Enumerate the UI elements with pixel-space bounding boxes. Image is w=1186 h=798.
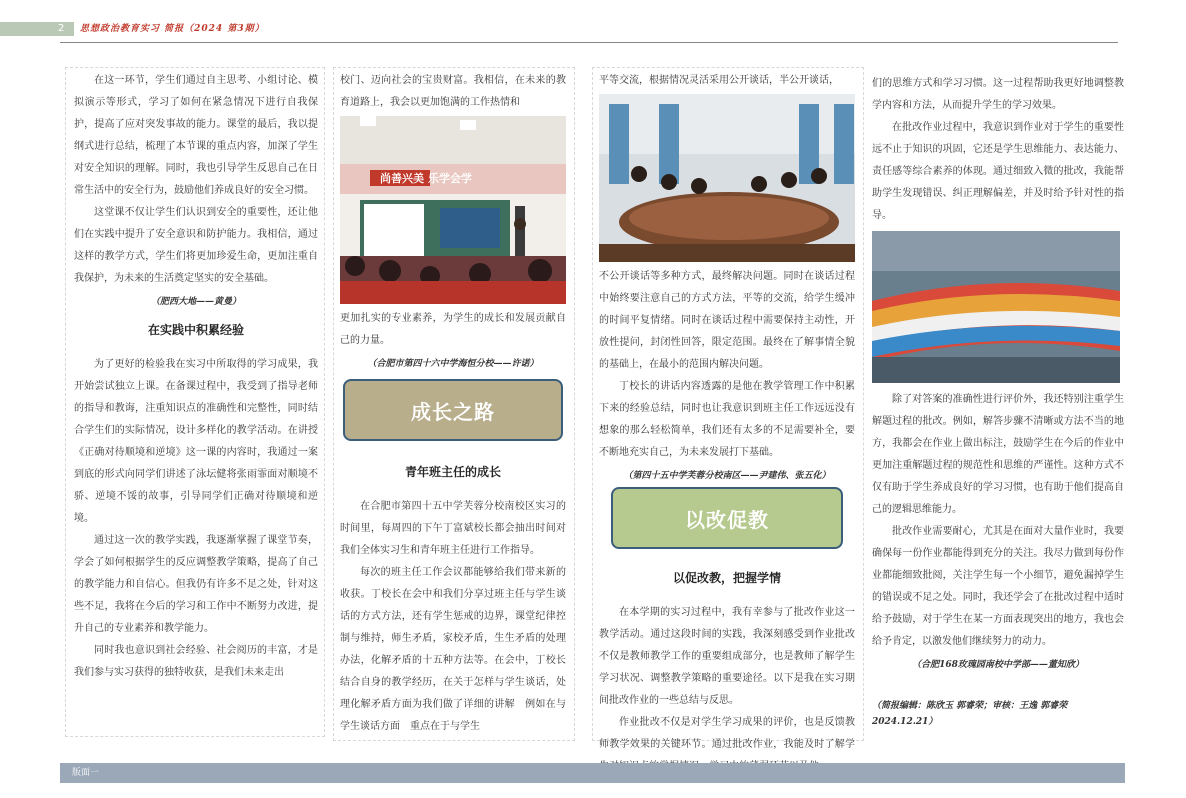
editor-credits-date: 2024.12.21） <box>872 717 938 727</box>
author-signature: （肥西大地——黄曼） <box>150 297 241 307</box>
page-header <box>0 22 1118 42</box>
paragraph: 每次的班主任工作会议都能够给我们带来新的收获。丁校长在会中和我们分享过班主任与学生谈话的方式方法，还有学生惩戒的边界，课堂纪律控制与维持，师生矛盾，家校矛盾，生生矛盾的处理办法，化解矛盾的十五种方法等。在会中，丁校长结合自身的教学经历，在关于怎样与学生谈话，处理化解矛盾方面为我们做了详细的讲解 例如在与学生谈话方面 重点在于与学生 <box>340 567 566 732</box>
editor-credits <box>872 698 1132 730</box>
classroom-photo <box>340 116 566 304</box>
paragraph: 在本学期的实习过程中，我有幸参与了批改作业这一教学活动。通过这段时间的实践，我深刻感受到作业批改不仅是教师教学工作的重要组成部分，也是教师了解学生学习状况、调整教学策略的重要途径。以下是我在实习期间批改作业的一些总结与反思。 <box>599 607 855 706</box>
paragraph: 这堂课不仅让学生们认识到安全的重要性，还让他们在实践中提升了安全意识和防护能力。我相信，通过这样的教学方式，学生们将更加珍爱生命，更加注重自我保护，为未来的生活奠定坚实的安全基础。 <box>74 207 318 284</box>
author-signature: （第四十五中学芙蓉分校南区——尹建伟、张五化） <box>623 471 831 481</box>
homework-photo <box>872 231 1124 383</box>
paragraph: 同时我也意识到社会经验、社会阅历的丰富，才是我们参与实习获得的独特收获，是我们未来走出 <box>74 645 318 678</box>
newsletter-title: 思想政治教育实习 简报（2024 第3期） <box>80 24 265 34</box>
paragraph: 在批改作业过程中，我意识到作业对于学生的重要性远不止于知识的巩固，它还是学生思维能力、表达能力、责任感等综合素养的体现。通过细致入微的批改，我能帮助学生发现错误、纠正理解偏差，并及时给予针对性的指导。 <box>872 122 1124 221</box>
column-4 <box>870 67 1128 741</box>
paragraph: 批改作业需要耐心，尤其是在面对大量作业时，我要确保每一份作业都能得到充分的关注。我尽力做到每份作业都能细致批阅，关注学生每一个小细节，避免漏掉学生的错误或不足之处。同时，我还学会了在批改过程中适时给予鼓励，对于学生在某一方面表现突出的地方，我也会给予肯定，以激发他们继续努力的动力。 <box>872 526 1124 647</box>
paragraph: 丁校长的讲话内容透露的是他在教学管理工作中积累下来的经验总结，同时也让我意识到班主任工作远远没有想象的那么轻松简单，我们还有太多的不足需要补全，要不断地充实自己，为未来发展打下基础。 <box>599 381 855 458</box>
paragraph: 通过这一次的教学实践，我逐渐掌握了课堂节奏，学会了如何根据学生的反应调整教学策略，提高了自己的教学能力和自信心。但我仍有许多不足之处，针对这些不足，我将在今后的学习和工作中不断努力改进，提升自己的专业素养和教学能力。 <box>74 535 318 634</box>
author-signature: （合肥市第四十六中学海恒分校——许诺） <box>367 359 539 369</box>
column-2 <box>333 67 575 741</box>
section-title: 以促改教，把握学情 <box>672 571 781 585</box>
paragraph: 校门、迈向社会的宝贵财富。我相信，在未来的教育道路上，我会以更加饱满的工作热情和 <box>340 75 566 108</box>
meeting-photo <box>599 94 855 262</box>
paragraph: 平等交流，根据情况灵活采用公开谈话，半公开谈话， <box>599 75 839 86</box>
banner-correct: 以改促教 <box>611 487 843 549</box>
page-number: 2 <box>58 23 65 34</box>
wall-sign-text: 尚善兴美 乐学会学 <box>380 172 472 185</box>
footer-label: 版面一 <box>72 768 100 778</box>
column-1 <box>65 67 325 737</box>
classroom-photo-image <box>340 116 566 304</box>
paragraph: 在这一环节，学生们通过自主思考、小组讨论、模拟演示等形式，学习了如何在紧急情况下进行自我保护，提高了应对突发事故的能力。课堂的最后，我以提纲式进行总结，梳理了本节课的重点内容，加深了学生对安全知识的理解。同时，我也引导学生反思自己在日常生活中的安全行为，鼓励他们养成良好的安全习惯。 <box>74 75 318 196</box>
page-footer <box>60 763 1125 783</box>
paragraph: 不公开谈话等多种方式，最终解决问题。同时在谈话过程中始终要注意自己的方式方法，平等的交流，给学生缓冲的时间平复情绪。同时在谈话过程中需要保持主动性，开放性提问，封闭性回答，限定范围。最终在了解事情全貌的基础上，在最小的范围内解决问题。 <box>599 271 855 370</box>
paragraph: 更加扎实的专业素养，为学生的成长和发展贡献自己的力量。 <box>340 313 566 346</box>
banner-growth: 成长之路 <box>343 379 563 441</box>
meeting-photo-image <box>599 94 855 262</box>
section-title: 在实践中积累经验 <box>147 323 244 337</box>
paragraph: 除了对答案的准确性进行评价外，我还特别注重学生解题过程的批改。例如，解答步骤不清晰或方法不当的地方，我都会在作业上做出标注，鼓励学生在今后的作业中更加注重解题过程的规范性和思维的严谨性。这种方式不仅有助于学生养成良好的学习习惯，也有助于他们提高自己的逻辑思维能力。 <box>872 394 1124 515</box>
paragraph: 在合肥市第四十五中学芙蓉分校南校区实习的时间里，每周四的下午丁富斌校长都会抽出时间对我们全体实习生和青年班主任进行工作指导。 <box>340 501 566 556</box>
section-title: 青年班主任的成长 <box>404 465 501 479</box>
header-divider <box>60 42 1118 43</box>
editor-credits-line: （简报编辑：陈欣玉 郭睿荣；审核：王逸 郭睿荣 <box>872 701 1068 711</box>
paragraph: 作业批改不仅是对学生学习成果的评价，也是反馈教师教学效果的关键环节。通过批改作业，我能及时了解学 <box>599 717 855 750</box>
author-signature: （合肥168玫瑰园南校中学部——董知欣） <box>912 660 1084 670</box>
page-number-box <box>0 22 74 36</box>
paragraph: 为了更好的检验我在实习中所取得的学习成果，我开始尝试独立上课。在备课过程中，我受到了指导老师的指导和教诲，注重知识点的准确性和完整性，同时结合学生们的实际情况，设计多样化的教学活动。在讲授《正确对待顺境和逆境》这一课的内容时，我通过一案到底的形式向同学们讲述了泳坛健将张雨霏面对顺境不骄、逆境不馁的故事，引导同学们正确对待顺境和逆境。 <box>74 359 318 524</box>
homework-photo-image <box>872 231 1120 383</box>
column-3 <box>592 67 864 750</box>
paragraph: 们的思维方式和学习习惯。这一过程帮助我更好地调整教学内容和方法，从而提升学生的学习效果。 <box>872 78 1124 111</box>
